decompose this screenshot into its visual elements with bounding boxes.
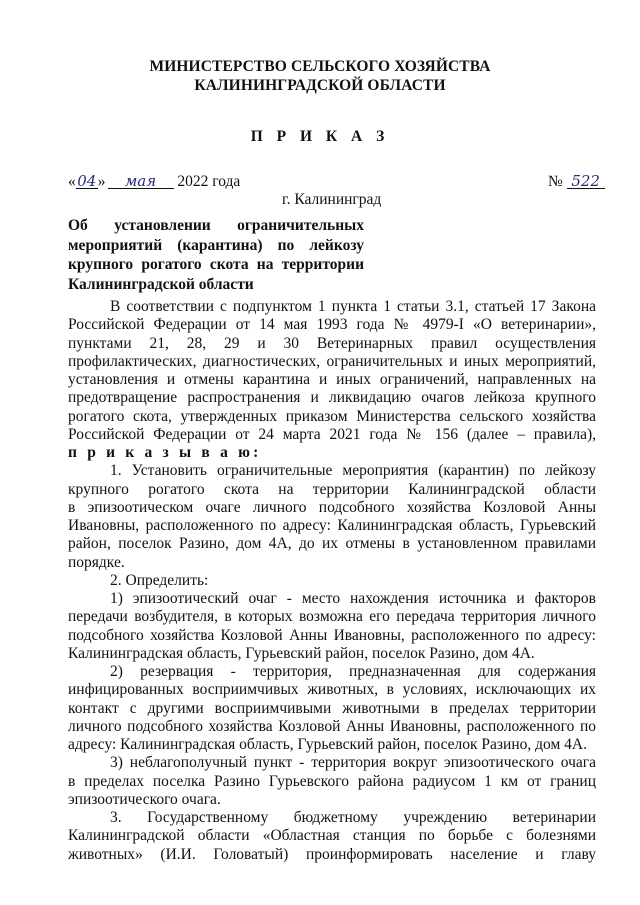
body-line: адресу: Калининградская область, Гурьевский район, поселок Разино, дом 4А. xyxy=(68,736,587,753)
body-line: 2) резервация - территория, предназначенная для содержания xyxy=(110,663,596,680)
body-line: 3) неблагополучный пункт - территория вокруг эпизоотического очага xyxy=(110,754,596,772)
body-line: Российской Федерации от 14 мая 1993 года № 4979-I «О ветеринарии», xyxy=(68,316,596,334)
order-title: П Р И К А З xyxy=(250,128,390,145)
subject-line: Об установлении ограничительных xyxy=(68,217,364,234)
body-line: Калининградская область, Гурьевский район, поселок Разино, дом 4А. xyxy=(68,644,535,662)
body-line: передачи возбудителя, в которых возможна его передача территория личного xyxy=(68,608,596,626)
body-line: в эпизоотическом очаге личного подсобного хозяйства Козловой Анны xyxy=(68,498,596,516)
body-line: район, поселок Разино, дом 4А, до их отмены в установленном правилами xyxy=(68,535,596,553)
body-line: предотвращение распространения и ликвидацию очагов лейкоза крупного xyxy=(68,389,596,407)
body-line: крупного рогатого скота на территории Калининградской области xyxy=(68,480,596,498)
number-sign: № xyxy=(548,173,563,190)
date-month: мая xyxy=(108,174,174,189)
order-subject xyxy=(68,216,364,294)
body-line: пунктами 21, 28, 29 и 30 Ветеринарных правил осуществления xyxy=(68,334,596,352)
body-line: эпизоотического очага. xyxy=(68,790,221,808)
prikazyvayu: п р и к а з ы в а ю: xyxy=(68,444,262,461)
ministry-name-line-1: МИНИСТЕРСТВО СЕЛЬСКОГО ХОЗЯЙСТВА xyxy=(149,58,491,75)
body-line: животных» (И.И. Головатый) проинформировать население и главу xyxy=(68,845,596,863)
body-line: 1) эпизоотический очаг - место нахождения источника и факторов xyxy=(110,590,596,607)
date-open-quote: « xyxy=(68,173,76,190)
date-day: 04 xyxy=(77,172,97,190)
subject-line: мероприятий (карантина) по лейкозу xyxy=(68,236,364,254)
body-line: 2. Определить: xyxy=(110,571,209,589)
body-line: в пределах поселка Разино Гурьевского района радиусом 1 км от границ xyxy=(68,772,596,790)
order-body xyxy=(68,298,596,864)
date-year: 2022 года xyxy=(177,173,241,190)
order-date xyxy=(68,173,240,191)
body-line: контакт с другими восприимчивыми животными в пределах территории xyxy=(68,699,596,717)
body-line: Российской Федерации от 24 марта 2021 года № 156 (далее – правила), xyxy=(68,425,596,443)
ministry-name-line-2: КАЛИНИНГРАДСКОЙ ОБЛАСТИ xyxy=(194,77,446,94)
body-line: В соответствии с подпунктом 1 пункта 1 статьи 3.1, статьей 17 Закона xyxy=(110,298,596,315)
number-value: 522 xyxy=(567,174,605,189)
body-line: Ивановны, расположенного по адресу: Калининградская область, Гурьевский xyxy=(68,517,596,534)
body-line: инфицированных восприимчивых животных, в условиях, исключающих их xyxy=(68,681,596,699)
body-line: профилактических, диагностических, ограничительных и иных мероприятий, xyxy=(68,352,596,370)
city: г. Калининград xyxy=(282,191,382,208)
body-line: рогатого скота, утвержденных приказом Министерства сельского хозяйства xyxy=(68,407,596,425)
body-line: подсобного хозяйства Козловой Анны Ивановны, расположенного по адресу: xyxy=(68,626,596,644)
body-line: установления и отмены карантина и иных ограничений, направленных на xyxy=(68,371,596,388)
body-line: личного подсобного хозяйства Козловой Анны Ивановны, расположенного по xyxy=(68,717,596,735)
subject-line: Калининградской области xyxy=(68,275,254,293)
body-line: 1. Установить ограничительные мероприятия (карантин) по лейкозу xyxy=(110,462,596,480)
prikazyvayu-line xyxy=(68,444,596,462)
subject-line: крупного рогатого скота на территории xyxy=(68,256,364,273)
order-number xyxy=(548,173,605,191)
body-line: Калининградской области «Областная станция по борьбе с болезнями xyxy=(68,827,596,845)
body-line: 3. Государственному бюджетному учреждению ветеринарии xyxy=(110,809,596,826)
date-close-quote: » xyxy=(97,173,106,190)
body-line: порядке. xyxy=(68,553,125,571)
